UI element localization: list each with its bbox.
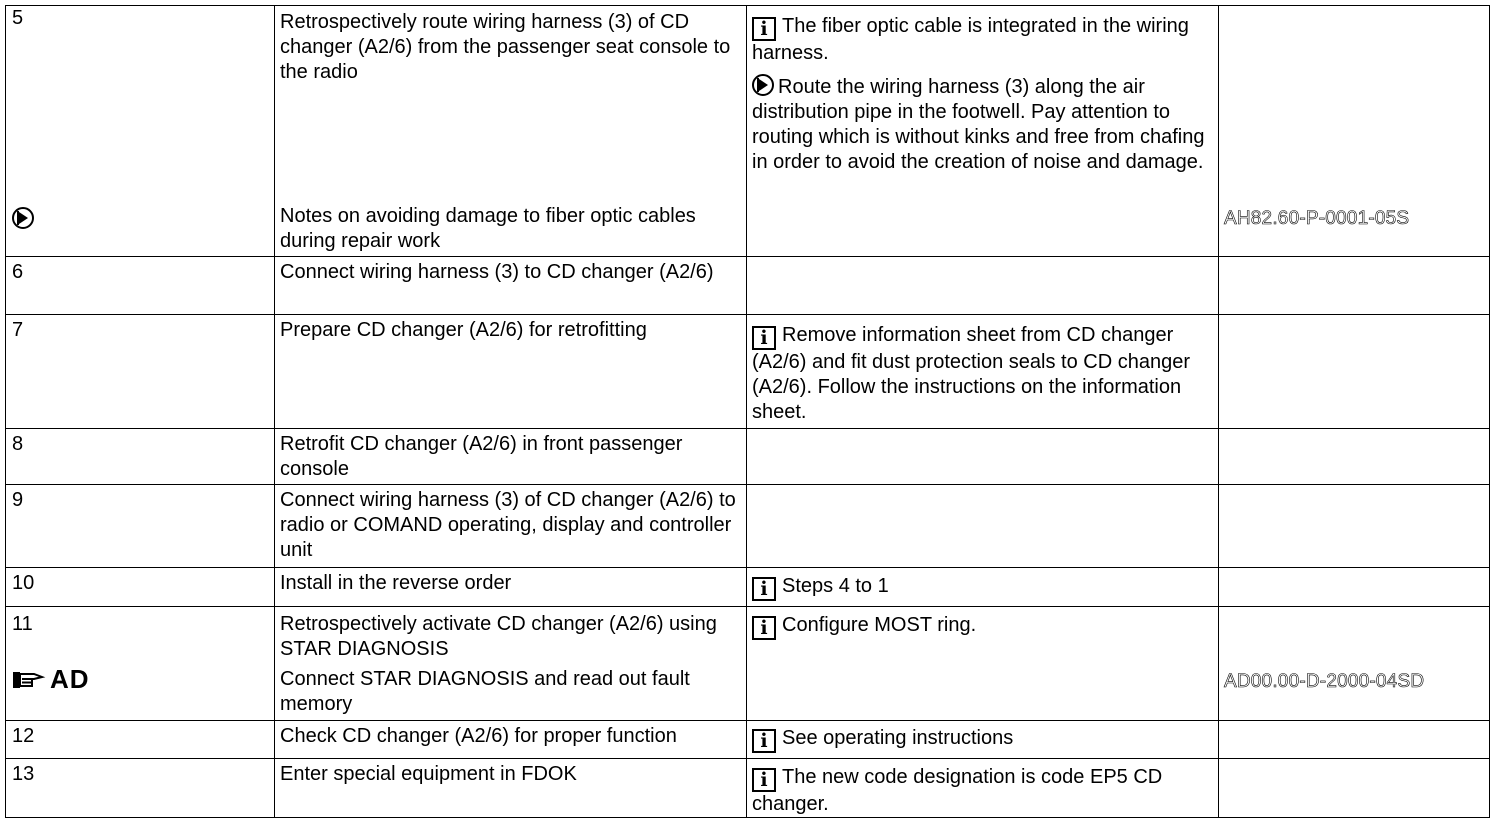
notes-cell	[747, 257, 1219, 315]
step-cell	[6, 485, 275, 568]
step-number: 12	[12, 725, 35, 747]
info-icon: i	[752, 729, 776, 753]
notes-cell	[747, 721, 1219, 759]
table-row	[6, 721, 1490, 759]
action-text: Retrospectively activate CD changer (A2/6) using STAR DIAGNOSIS	[280, 613, 717, 660]
procedure-table	[5, 5, 1490, 818]
step-number: 8	[12, 433, 24, 455]
info-icon: i	[752, 577, 776, 601]
action-cell	[275, 759, 747, 818]
caution-icon	[12, 207, 34, 229]
notes-cell	[747, 315, 1219, 429]
action-cell	[275, 6, 747, 257]
step-cell	[6, 315, 275, 429]
step-number: 9	[12, 489, 24, 511]
reference-cell	[1219, 315, 1490, 429]
notes-cell	[747, 429, 1219, 485]
notes-cell	[747, 607, 1219, 721]
table-row	[6, 607, 1490, 721]
note	[752, 6, 1214, 66]
note-text: Route the wiring harness (3) along the air distribution pipe in the footwell. Pay attention to routing which is without kinks and free from chafing in order to avoid the creation of noise and damage.	[752, 76, 1205, 173]
action-text: Connect wiring harness (3) to CD changer (A2/6)	[280, 261, 714, 283]
note-text: Configure MOST ring.	[782, 614, 977, 636]
reference-cell	[1219, 721, 1490, 759]
table-row	[6, 429, 1490, 485]
action-text: Retrofit CD changer (A2/6) in front passenger console	[280, 433, 683, 480]
note-text: Steps 4 to 1	[782, 575, 889, 597]
ad-label: AD	[50, 664, 90, 694]
reference-cell	[1219, 485, 1490, 568]
ad-marker	[12, 664, 90, 694]
step-cell	[6, 721, 275, 759]
note	[752, 568, 1214, 601]
action-cell	[275, 257, 747, 315]
action-text: Connect wiring harness (3) of CD changer (A2/6) to radio or COMAND operating, display and controller unit	[280, 489, 736, 561]
caution-icon	[752, 74, 774, 96]
reference-cell	[1219, 759, 1490, 818]
action-cell	[275, 315, 747, 429]
notes-cell	[747, 485, 1219, 568]
table-row	[6, 6, 1490, 257]
step-number: 6	[12, 261, 24, 283]
info-icon: i	[752, 768, 776, 792]
step-number: 13	[12, 763, 35, 785]
action-cell	[275, 485, 747, 568]
reference-cell	[1219, 607, 1490, 721]
reference-link[interactable]: AD00.00-D-2000-04SD	[1224, 671, 1425, 692]
action-text: Check CD changer (A2/6) for proper function	[280, 725, 677, 747]
step-number: 11	[12, 613, 33, 635]
note-text: The new code designation is code EP5 CD changer.	[752, 766, 1163, 815]
table-row	[6, 257, 1490, 315]
notes-cell	[747, 759, 1219, 818]
step-cell	[6, 759, 275, 818]
action-cell	[275, 568, 747, 607]
table-row	[6, 315, 1490, 429]
sub-action-text: Connect STAR DIAGNOSIS and read out fault memory	[280, 668, 690, 715]
action-text: Retrospectively route wiring harness (3) of CD changer (A2/6) from the passenger seat console to the radio	[280, 11, 731, 83]
reference-link[interactable]: AH82.60-P-0001-05S	[1224, 208, 1410, 229]
action-cell	[275, 721, 747, 759]
table-row	[6, 759, 1490, 818]
note	[752, 721, 1214, 753]
note	[752, 66, 1214, 175]
step-number: 5	[12, 7, 24, 29]
note	[752, 607, 1214, 640]
action-cell	[275, 607, 747, 721]
hand-pointer-icon	[12, 670, 46, 690]
info-icon: i	[752, 326, 776, 350]
info-icon: i	[752, 17, 776, 41]
action-text: Install in the reverse order	[280, 572, 512, 594]
action-text: Prepare CD changer (A2/6) for retrofitting	[280, 319, 647, 341]
note-text: Remove information sheet from CD changer (A2/6) and fit dust protection seals to CD changer (A2/6). Follow the instructions on the information sheet.	[752, 324, 1191, 423]
note	[752, 759, 1214, 817]
step-number: 10	[12, 572, 35, 594]
reference-cell	[1219, 6, 1490, 257]
action-text: Enter special equipment in FDOK	[280, 763, 577, 785]
step-number: 7	[12, 319, 24, 341]
reference-cell	[1219, 257, 1490, 315]
step-cell	[6, 607, 275, 721]
step-cell	[6, 568, 275, 607]
action-cell	[275, 429, 747, 485]
sub-action-text: Notes on avoiding damage to fiber optic cables during repair work	[280, 205, 696, 252]
reference-cell	[1219, 568, 1490, 607]
notes-cell	[747, 6, 1219, 257]
reference-cell	[1219, 429, 1490, 485]
table-row	[6, 485, 1490, 568]
notes-cell	[747, 568, 1219, 607]
note-text: The fiber optic cable is integrated in the wiring harness.	[752, 15, 1189, 64]
step-cell	[6, 6, 275, 257]
note	[752, 315, 1214, 425]
step-cell	[6, 429, 275, 485]
step-cell	[6, 257, 275, 315]
info-icon: i	[752, 616, 776, 640]
note-text: See operating instructions	[782, 727, 1014, 749]
table-row	[6, 568, 1490, 607]
